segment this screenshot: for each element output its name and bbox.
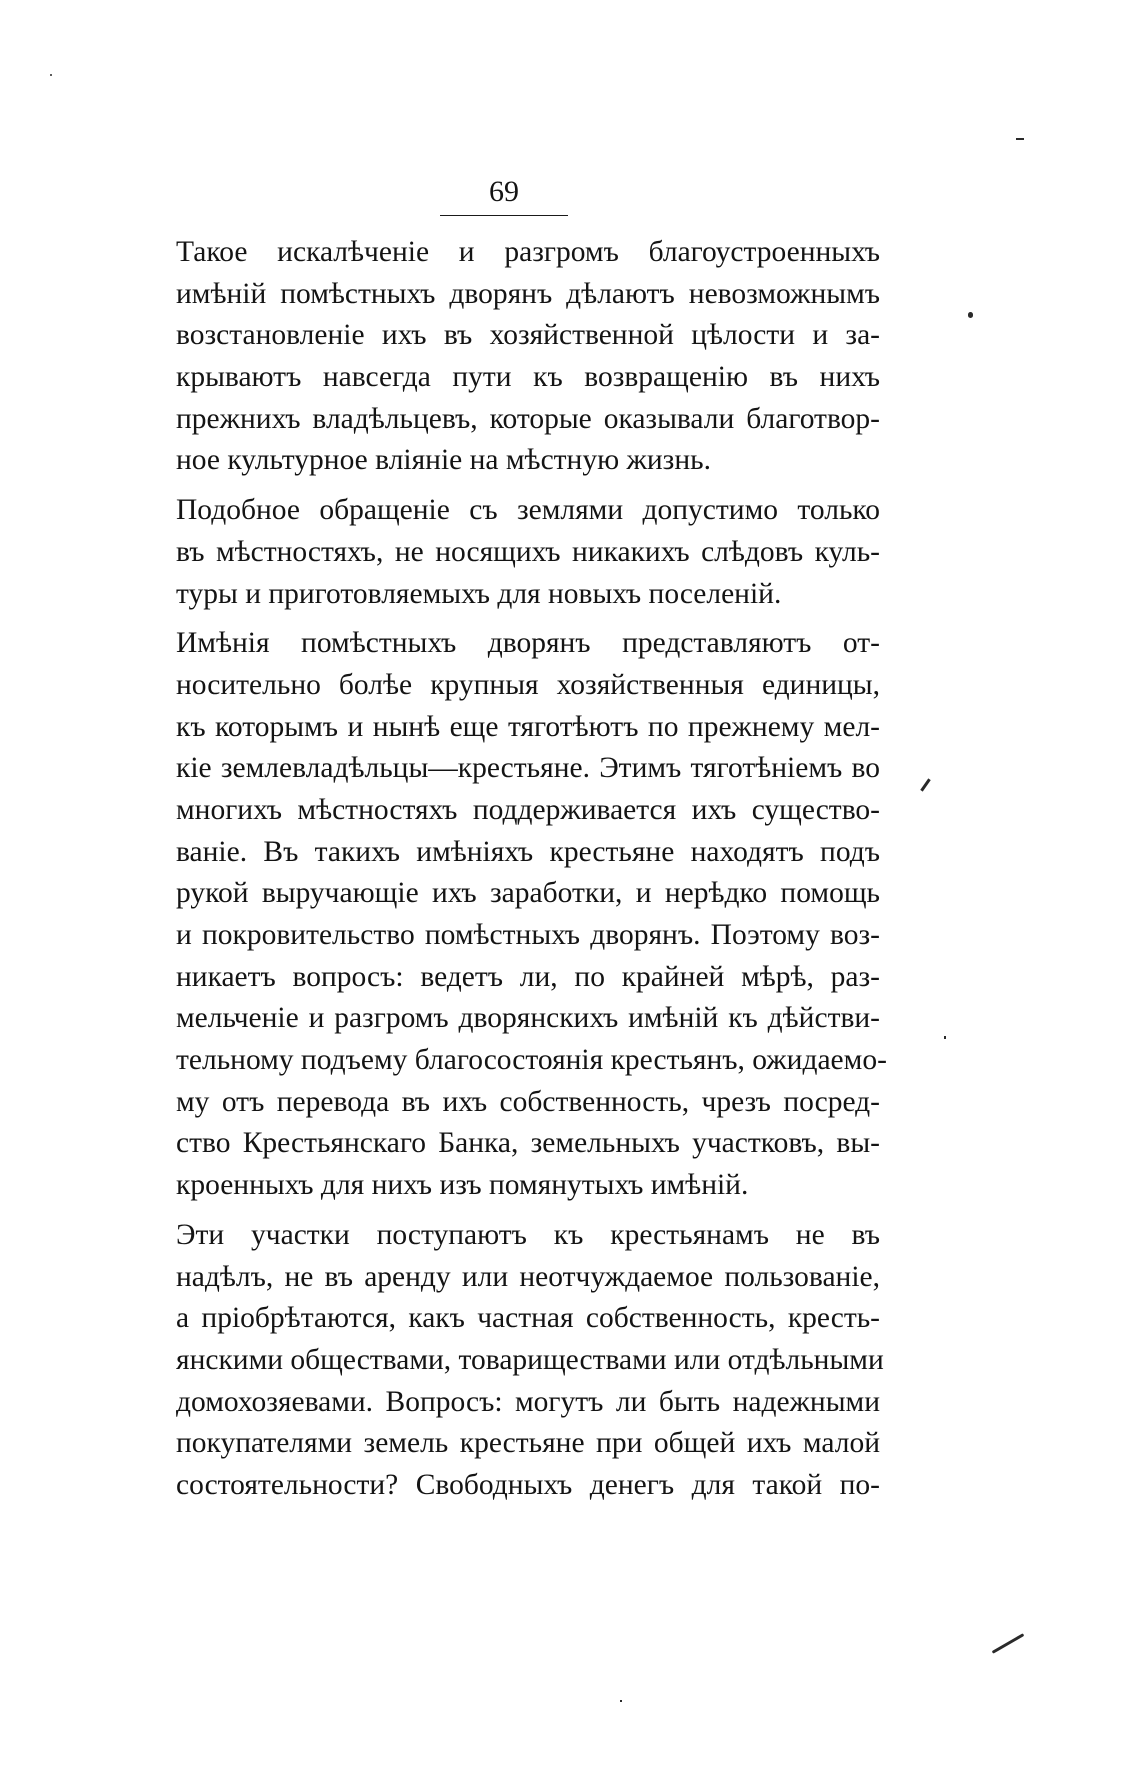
text-line: имѣній помѣстныхъ дворянъ дѣлаютъ невозможнымъ — [176, 277, 880, 310]
paragraph-gap — [176, 482, 880, 490]
text-line: а пріобрѣтаются, какъ частная собственность, кресть- — [176, 1302, 880, 1335]
text-line: и покровительство помѣстныхъ дворянъ. Поэтому воз- — [176, 919, 880, 951]
scan-speck — [1016, 138, 1024, 140]
paragraph-3 — [176, 623, 887, 1207]
body-text — [176, 232, 887, 1507]
text-line: кроенныхъ для нихъ изъ помянутыхъ имѣній. — [176, 1169, 749, 1202]
text-line: Подобное обращеніе съ землями допустимо только — [176, 494, 880, 527]
scan-speck — [944, 1036, 946, 1039]
text-line: тельному подъему благосостоянія крестьянъ, ожидаемо- — [176, 1044, 887, 1077]
page-number-header — [440, 172, 568, 218]
text-line: туры и приготовляемыхъ для новыхъ поселеній. — [176, 577, 782, 610]
text-line: состоятельности? Свободныхъ денегъ для такой по- — [176, 1468, 880, 1501]
text-line: мельченіе и разгромъ дворянскихъ имѣній къ дѣйстви- — [176, 1002, 880, 1035]
text-line: ное культурное вліяніе на мѣстную жизнь. — [176, 444, 711, 477]
paragraph-4 — [176, 1215, 884, 1507]
text-line: надѣлъ, не въ аренду или неотчуждаемое пользованіе, — [176, 1260, 880, 1293]
text-line: рукой выручающіе ихъ заработки, и нерѣдко помощь — [176, 877, 880, 910]
scan-stroke — [920, 778, 930, 791]
text-line: Такое искалѣченіе и разгромъ благоустроенныхъ — [176, 236, 880, 268]
text-line: му отъ перевода въ ихъ собственность, чрезъ посред- — [176, 1085, 880, 1118]
paragraph-gap — [176, 1207, 880, 1215]
text-line: возстановленіе ихъ въ хозяйственной цѣлости и за- — [176, 319, 880, 352]
text-line: домохозяевами. Вопросъ: могутъ ли быть надежными — [176, 1385, 880, 1418]
scan-speck — [620, 1700, 622, 1702]
scan-speck — [50, 74, 52, 76]
paragraph-1 — [176, 232, 880, 482]
paragraph-gap — [176, 615, 880, 623]
text-line: къ которымъ и нынѣ еще тяготѣютъ по прежнему мел- — [176, 710, 880, 743]
text-line: крываютъ навсегда пути къ возвращенію въ нихъ — [176, 361, 880, 394]
text-line: покупателями земель крестьяне при общей ихъ малой — [176, 1427, 880, 1460]
text-line: никаетъ вопросъ: ведетъ ли, по крайней мѣрѣ, раз- — [176, 960, 880, 993]
text-line: носительно болѣе крупныя хозяйственныя единицы, — [176, 668, 880, 701]
text-line: ство Крестьянскаго Банка, земельныхъ участковъ, вы- — [176, 1127, 880, 1160]
text-line: ваніе. Въ такихъ имѣніяхъ крестьяне находятъ подъ — [176, 835, 880, 868]
page-number: 69 — [489, 175, 519, 208]
scan-stroke — [992, 1633, 1025, 1654]
text-line: многихъ мѣстностяхъ поддерживается ихъ существо- — [176, 793, 880, 826]
text-line: въ мѣстностяхъ, не носящихъ никакихъ слѣдовъ куль- — [176, 535, 880, 568]
scan-speck — [968, 312, 973, 318]
text-line: Эти участки поступаютъ къ крестьянамъ не въ — [176, 1218, 880, 1251]
text-line: янскими обществами, товариществами или отдѣльными — [176, 1343, 884, 1376]
text-line: Имѣнія помѣстныхъ дворянъ представляютъ от- — [176, 627, 880, 660]
paragraph-2 — [176, 490, 880, 615]
text-line: прежнихъ владѣльцевъ, которые оказывали благотвор- — [176, 402, 880, 435]
text-line: кіе землевладѣльцы—крестьяне. Этимъ тяготѣніемъ во — [176, 752, 880, 785]
page-number-rule — [440, 215, 568, 217]
